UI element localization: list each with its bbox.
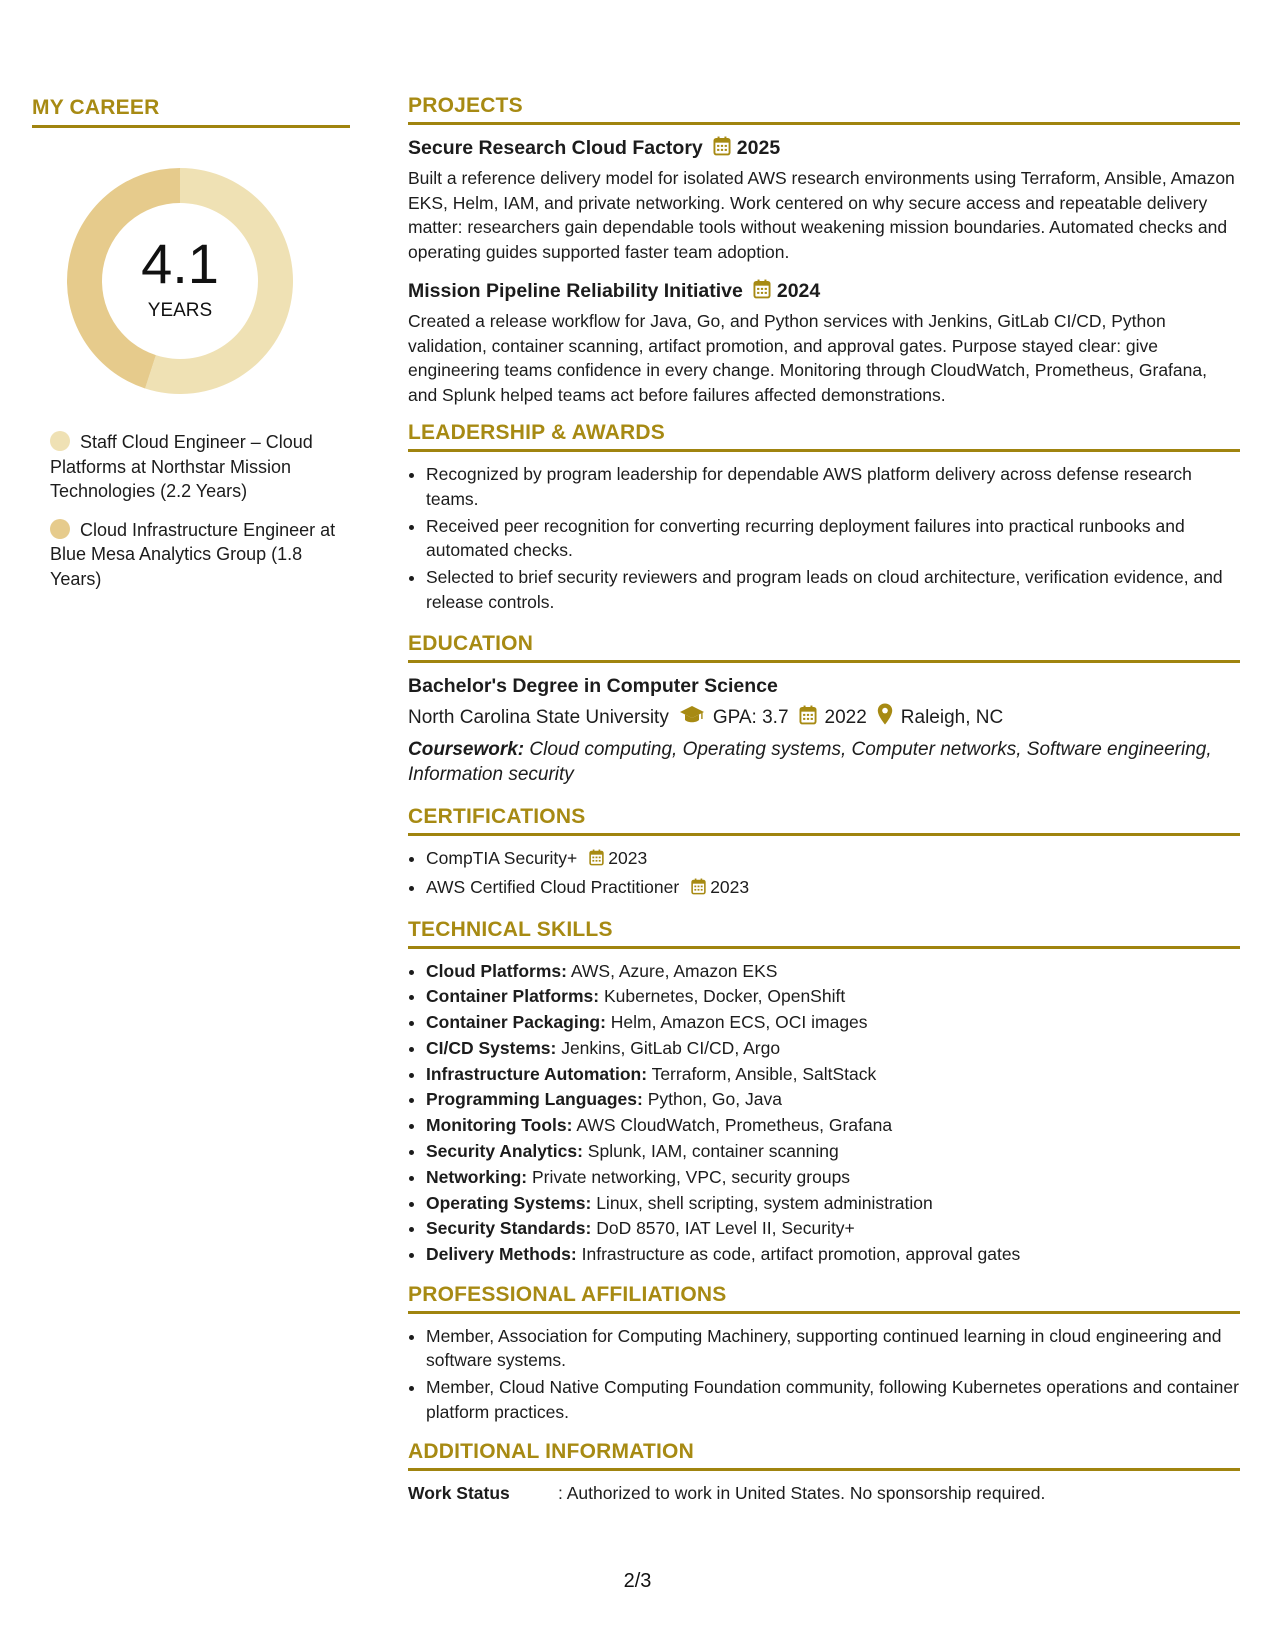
school-name: North Carolina State University — [408, 707, 669, 728]
projects-title: PROJECTS — [408, 94, 1240, 125]
calendar-icon — [753, 279, 771, 306]
skill-value: DoD 8570, IAT Level II, Security+ — [596, 1218, 855, 1239]
skills-section — [408, 918, 1240, 1267]
certifications-section — [408, 805, 1240, 902]
project-item — [408, 135, 1240, 264]
career-role-item — [50, 430, 350, 504]
certification-item — [426, 846, 1240, 873]
skill-label: Infrastructure Automation: — [426, 1063, 648, 1084]
leadership-section — [408, 421, 1240, 614]
skill-value: Jenkins, GitLab CI/CD, Argo — [561, 1037, 781, 1058]
skill-label: Container Packaging: — [426, 1012, 606, 1033]
certifications-list — [408, 846, 1240, 902]
graduation-year: 2022 — [824, 707, 867, 728]
skill-item — [426, 1087, 1240, 1112]
additional-section — [408, 1440, 1240, 1505]
list-item: • Recognized by program leadership for dependable AWS platform delivery across defense research teams. — [426, 462, 1240, 511]
affiliations-section — [408, 1283, 1240, 1425]
coursework — [408, 737, 1240, 787]
skill-item — [426, 1139, 1240, 1164]
skill-value: Kubernetes, Docker, OpenShift — [603, 986, 846, 1007]
calendar-icon — [799, 705, 817, 733]
total-years-value: 4.1 — [141, 232, 219, 295]
skill-value: Linux, shell scripting, system administration — [596, 1192, 933, 1213]
career-role-item — [50, 518, 350, 592]
skill-value: Splunk, IAM, container scanning — [587, 1141, 839, 1162]
donut-center — [67, 168, 293, 394]
skills-title: TECHNICAL SKILLS — [408, 918, 1240, 949]
legend-dot — [50, 519, 70, 539]
skill-item — [426, 1191, 1240, 1216]
coursework-text: Cloud computing, Operating systems, Computer networks, Software engineering, Information security — [408, 739, 1212, 785]
certification-year: 2023 — [608, 848, 648, 868]
gpa: GPA: 3.7 — [712, 707, 789, 728]
list-item: • Member, Association for Computing Machinery, supporting continued learning in cloud engineering and software systems. — [426, 1324, 1240, 1373]
project-description: Created a release workflow for Java, Go, and Python services with Jenkins, GitLab CI/CD, Python validation, container scanning, artifact promotion, and approval gates. Purpose stayed clear: give engineering teams confidence in every change. Monitoring through CloudWatch, Prometheus, Grafana, and Splunk helped teams act before failures affected demonstrations. — [408, 311, 1207, 405]
leadership-list — [408, 462, 1240, 614]
skill-item — [426, 1062, 1240, 1087]
legend-dot — [50, 431, 70, 451]
certification-item — [426, 875, 1240, 902]
coursework-label: Coursework: — [408, 739, 525, 760]
career-legend — [32, 430, 350, 591]
calendar-icon — [589, 848, 604, 873]
skill-value: AWS CloudWatch, Prometheus, Grafana — [576, 1115, 893, 1136]
skill-item — [426, 1010, 1240, 1035]
skill-label: Security Standards: — [426, 1218, 592, 1239]
skills-list — [408, 959, 1240, 1267]
graduation-cap-icon — [679, 705, 705, 733]
main-column — [408, 94, 1240, 1515]
skill-item — [426, 1242, 1240, 1267]
affiliations-title: PROFESSIONAL AFFILIATIONS — [408, 1283, 1240, 1314]
project-description: Built a reference delivery model for isolated AWS research environments using Terraform, Ansible, Amazon EKS, Helm, IAM, and private networking. Work centered on why secure access and repeatable delivery matter: researchers gain dependable tools without weakening mission boundaries. Automated checks and operating guides supported faster team adoption. — [408, 168, 1235, 262]
work-status-row — [408, 1481, 1240, 1505]
skill-label: Operating Systems: — [426, 1192, 592, 1213]
project-header — [408, 278, 1240, 306]
page-number: 2/3 — [623, 1570, 652, 1592]
skill-item — [426, 984, 1240, 1009]
work-status-value: : Authorized to work in United States. No sponsorship required. — [558, 1483, 1046, 1504]
certification-year: 2023 — [710, 877, 750, 897]
skill-label: Cloud Platforms: — [426, 960, 567, 981]
skill-label: Delivery Methods: — [426, 1244, 577, 1265]
list-item: • Selected to brief security reviewers and program leads on cloud architecture, verification evidence, and release controls. — [426, 565, 1240, 614]
project-year: 2024 — [776, 280, 821, 302]
additional-title: ADDITIONAL INFORMATION — [408, 1440, 1240, 1471]
skill-value: Terraform, Ansible, SaltStack — [651, 1063, 877, 1084]
education-title: EDUCATION — [408, 632, 1240, 663]
list-item: • Member, Cloud Native Computing Foundation community, following Kubernetes operations and container platform practices. — [426, 1375, 1240, 1424]
calendar-icon — [713, 136, 731, 163]
skill-value: Infrastructure as code, artifact promotion, approval gates — [581, 1244, 1021, 1265]
project-item — [408, 278, 1240, 407]
skill-value: Python, Go, Java — [647, 1089, 782, 1110]
career-donut-chart — [67, 168, 293, 394]
education-details — [408, 703, 1240, 733]
career-sidebar — [32, 96, 350, 605]
project-year: 2025 — [736, 137, 781, 159]
skill-value: Helm, Amazon ECS, OCI images — [610, 1012, 868, 1033]
career-title: MY CAREER — [32, 96, 350, 128]
skill-value: Private networking, VPC, security groups — [532, 1166, 851, 1187]
skill-item — [426, 1113, 1240, 1138]
skill-label: CI/CD Systems: — [426, 1037, 557, 1058]
certification-name: CompTIA Security+ — [426, 848, 578, 868]
work-status-label: Work Status — [408, 1483, 510, 1504]
skill-item — [426, 1216, 1240, 1241]
project-header — [408, 135, 1240, 163]
total-years-unit: YEARS — [147, 300, 213, 321]
skill-label: Networking: — [426, 1166, 528, 1187]
skill-item — [426, 959, 1240, 984]
skill-label: Security Analytics: — [426, 1141, 583, 1162]
skill-label: Programming Languages: — [426, 1089, 643, 1110]
skill-item — [426, 1165, 1240, 1190]
affiliations-list — [408, 1324, 1240, 1425]
project-name: Mission Pipeline Reliability Initiative — [408, 280, 743, 302]
map-pin-icon — [877, 703, 893, 733]
skill-item — [426, 1036, 1240, 1061]
leadership-title: LEADERSHIP & AWARDS — [408, 421, 1240, 452]
calendar-icon — [691, 877, 706, 902]
skill-value: AWS, Azure, Amazon EKS — [570, 960, 778, 981]
project-name: Secure Research Cloud Factory — [408, 137, 703, 159]
certifications-title: CERTIFICATIONS — [408, 805, 1240, 836]
education-section — [408, 632, 1240, 787]
location: Raleigh, NC — [900, 707, 1004, 728]
projects-section — [408, 94, 1240, 407]
certification-name: AWS Certified Cloud Practitioner — [426, 877, 680, 897]
skill-label: Monitoring Tools: — [426, 1115, 573, 1136]
career-role-text: Cloud Infrastructure Engineer at Blue Mesa Analytics Group (1.8 Years) — [50, 519, 336, 589]
list-item: • Received peer recognition for converting recurring deployment failures into practical runbooks and automated checks. — [426, 514, 1240, 563]
degree: Bachelor's Degree in Computer Science — [408, 675, 778, 697]
skill-label: Container Platforms: — [426, 986, 600, 1007]
career-role-text: Staff Cloud Engineer – Cloud Platforms at Northstar Mission Technologies (2.2 Years) — [50, 432, 313, 501]
